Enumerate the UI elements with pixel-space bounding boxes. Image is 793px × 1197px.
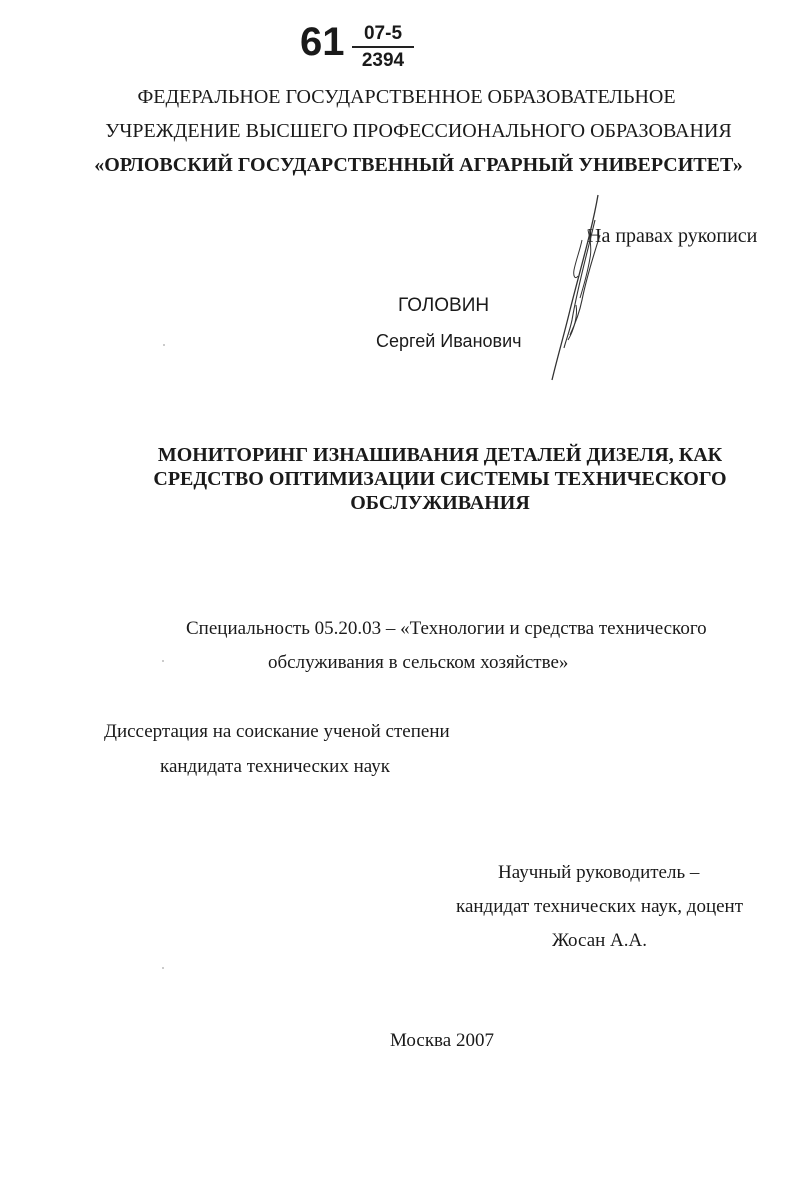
- registration-fraction-top: 07-5: [363, 23, 403, 44]
- organization-line-2: УЧРЕЖДЕНИЕ ВЫСШЕГО ПРОФЕССИОНАЛЬНОГО ОБРАЗОВАНИЯ: [105, 120, 732, 142]
- registration-number: 61: [300, 20, 345, 64]
- signature-icon: [540, 190, 620, 385]
- organization-line-1: ФЕДЕРАЛЬНОЕ ГОСУДАРСТВЕННОЕ ОБРАЗОВАТЕЛЬНОЕ: [137, 86, 676, 108]
- scan-speck: [163, 344, 165, 346]
- scan-speck: [162, 660, 164, 662]
- author-surname: ГОЛОВИН: [398, 295, 490, 316]
- supervisor-line-1: Научный руководитель –: [498, 862, 700, 883]
- thesis-title-line-1: МОНИТОРИНГ ИЗНАШИВАНИЯ ДЕТАЛЕЙ ДИЗЕЛЯ, КАК: [157, 444, 723, 466]
- registration-fraction: [352, 24, 414, 70]
- specialty-line-2: обслуживания в сельском хозяйстве»: [268, 652, 569, 673]
- organization-line-3: «ОРЛОВСКИЙ ГОСУДАРСТВЕННЫЙ АГРАРНЫЙ УНИВЕРСИТЕТ»: [94, 154, 743, 176]
- thesis-title-line-2: СРЕДСТВО ОПТИМИЗАЦИИ СИСТЕМЫ ТЕХНИЧЕСКОГО: [153, 468, 727, 490]
- scan-speck: [162, 967, 164, 969]
- registration-fraction-bottom: 2394: [361, 50, 405, 71]
- dissertation-line-2: кандидата технических наук: [160, 756, 390, 777]
- specialty-line-1: Специальность 05.20.03 – «Технологии и средства технического: [186, 618, 707, 639]
- supervisor-line-2: кандидат технических наук, доцент: [456, 896, 744, 917]
- thesis-title-line-3: ОБСЛУЖИВАНИЯ: [350, 492, 530, 514]
- author-given-names: Сергей Иванович: [376, 331, 522, 351]
- manuscript-note: На правах рукописи: [587, 225, 758, 247]
- supervisor-name: Жосан А.А.: [552, 930, 647, 951]
- dissertation-line-1: Диссертация на соискание ученой степени: [104, 721, 450, 742]
- city-year: Москва 2007: [390, 1030, 494, 1051]
